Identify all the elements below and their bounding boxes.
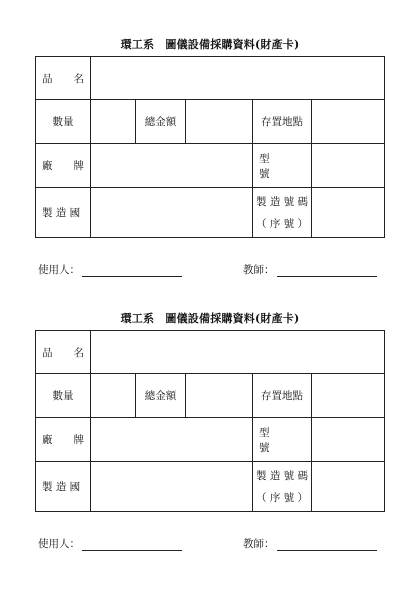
total-amount-label: 總金額 <box>136 100 186 144</box>
user-signature <box>38 536 182 551</box>
country-label: 製 造 國 <box>36 462 91 512</box>
product-name-label: 品 名 <box>36 57 91 100</box>
quantity-field[interactable] <box>91 100 136 144</box>
total-amount-field[interactable] <box>186 374 253 418</box>
storage-location-field[interactable] <box>312 374 385 418</box>
brand-label: 廠 牌 <box>36 144 91 188</box>
model-field[interactable] <box>312 418 385 462</box>
teacher-label: 教師： <box>243 264 275 276</box>
total-amount-label: 總金額 <box>136 374 186 418</box>
product-name-field[interactable] <box>91 57 385 100</box>
teacher-label: 教師： <box>243 538 275 550</box>
storage-location-field[interactable] <box>312 100 385 144</box>
user-signature-line[interactable] <box>82 540 182 551</box>
property-table <box>35 56 385 238</box>
serial-label-line2: （ 序 號 ） <box>255 491 308 504</box>
storage-location-label: 存置地點 <box>253 374 312 418</box>
storage-location-label: 存置地點 <box>253 100 312 144</box>
teacher-signature-line[interactable] <box>277 540 377 551</box>
quantity-field[interactable] <box>91 374 136 418</box>
serial-label-line1: 製 造 號 碼 <box>255 469 308 482</box>
quantity-label: 數量 <box>36 100 91 144</box>
teacher-signature <box>243 262 377 277</box>
user-label: 使用人： <box>38 264 80 276</box>
serial-number-field[interactable] <box>312 462 385 512</box>
total-amount-field[interactable] <box>186 100 253 144</box>
model-field[interactable] <box>312 144 385 188</box>
user-label: 使用人： <box>38 538 80 550</box>
card-title: 環工系 圖儀設備採購資料(財產卡) <box>120 38 300 51</box>
model-label: 型 號 <box>253 418 312 462</box>
country-field[interactable] <box>91 188 253 238</box>
product-name-label: 品 名 <box>36 331 91 374</box>
property-table <box>35 330 385 512</box>
brand-field[interactable] <box>91 144 253 188</box>
country-label: 製 造 國 <box>36 188 91 238</box>
card-title: 環工系 圖儀設備採購資料(財產卡) <box>120 312 300 325</box>
serial-number-label <box>253 188 312 238</box>
brand-field[interactable] <box>91 418 253 462</box>
brand-label: 廠 牌 <box>36 418 91 462</box>
serial-number-field[interactable] <box>312 188 385 238</box>
user-signature-line[interactable] <box>82 266 182 277</box>
serial-label-line2: （ 序 號 ） <box>255 217 308 230</box>
serial-label-line1: 製 造 號 碼 <box>255 195 308 208</box>
user-signature <box>38 262 182 277</box>
serial-number-label <box>253 462 312 512</box>
country-field[interactable] <box>91 462 253 512</box>
teacher-signature-line[interactable] <box>277 266 377 277</box>
product-name-field[interactable] <box>91 331 385 374</box>
teacher-signature <box>243 536 377 551</box>
quantity-label: 數量 <box>36 374 91 418</box>
model-label: 型 號 <box>253 144 312 188</box>
